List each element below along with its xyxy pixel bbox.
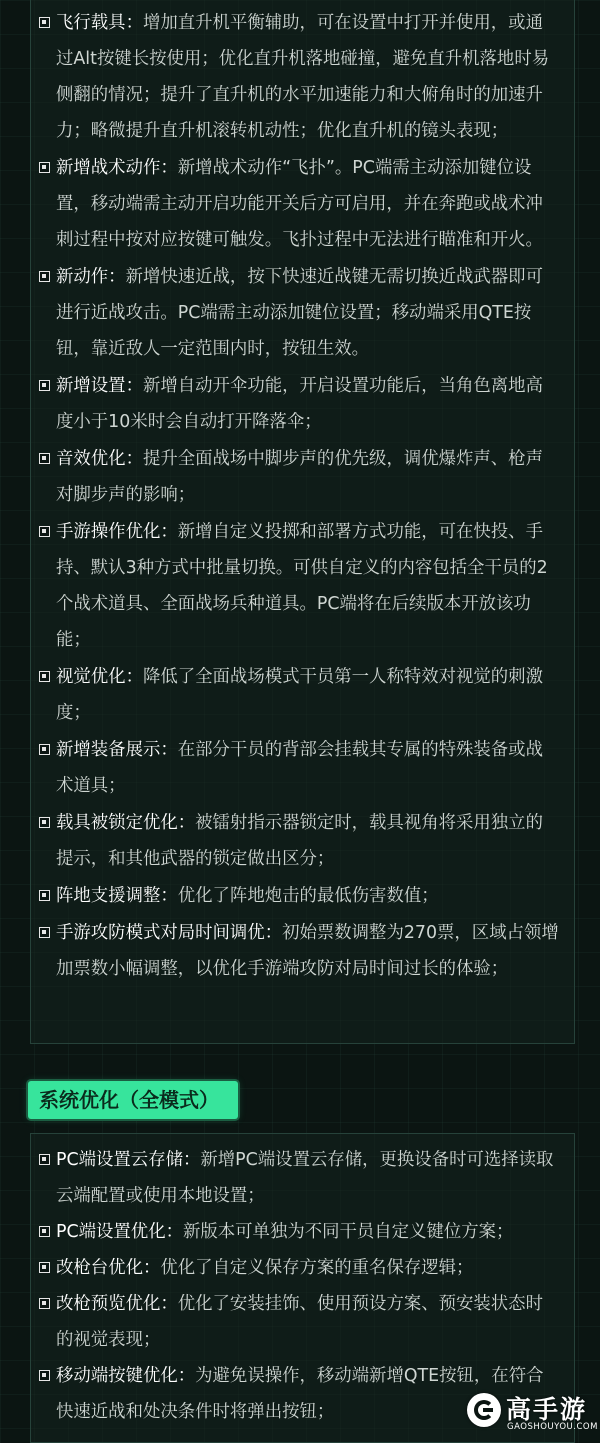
- list-item: [39, 1214, 560, 1250]
- item-description: 在部分干员的背部会挂载其专属的特殊装备或战术道具；: [56, 740, 543, 796]
- section-panel-gameplay: [30, 0, 575, 1044]
- site-logo-icon: [467, 1393, 501, 1427]
- item-name: 新增战术动作：: [56, 158, 178, 178]
- square-bullet-icon: [39, 271, 50, 282]
- square-bullet-icon: [39, 817, 50, 828]
- item-description: 新增自定义投掷和部署方式功能，可在快投、手持、默认3种方式中批量切换。可供自定义的内容包括全干员的2个战术道具、全面战场兵种道具。PC端将在后续版本开放该功能；: [56, 522, 548, 650]
- square-bullet-icon: [39, 17, 50, 28]
- square-bullet-icon: [39, 1298, 50, 1309]
- item-description: 新增快速近战，按下快速近战键无需切换近战武器即可进行近战攻击。PC端需主动添加键位设置；移动端采用QTE按钮，靠近敌人一定范围内时，按钮生效。: [56, 267, 543, 359]
- square-bullet-icon: [39, 1370, 50, 1381]
- item-content: [56, 915, 560, 987]
- item-content: [56, 1214, 560, 1250]
- item-content: [56, 514, 560, 658]
- item-name: 音效优化：: [56, 449, 143, 469]
- list-item: [39, 150, 560, 258]
- item-content: [56, 732, 560, 804]
- item-description: 新增PC端设置云存储，更换设备时可选择读取云端配置或使用本地设置；: [56, 1150, 554, 1206]
- item-description: 降低了全面战场模式干员第一人称特效对视觉的刺激度；: [56, 667, 543, 723]
- item-name: 改枪台优化：: [56, 1258, 161, 1278]
- square-bullet-icon: [39, 526, 50, 537]
- item-name: 新增装备展示：: [56, 740, 178, 760]
- item-description: 优化了阵地炮击的最低伤害数值；: [177, 886, 439, 906]
- list-item: [39, 1286, 560, 1358]
- item-description: 为避免误操作，移动端新增QTE按钮，在符合快速近战和处决条件时将弹出按钮；: [56, 1366, 544, 1422]
- list-item: [39, 514, 560, 658]
- item-content: [56, 1142, 560, 1214]
- list-item: [39, 259, 560, 367]
- watermark-name: 高手游: [506, 1395, 588, 1424]
- item-name: 飞行载具：: [56, 13, 143, 33]
- item-name: PC端设置云存储：: [56, 1150, 201, 1170]
- list-item: [39, 368, 560, 440]
- list-item: [39, 1250, 560, 1286]
- list-item: [39, 878, 560, 914]
- item-description: 优化了自定义保存方案的重名保存逻辑；: [160, 1258, 474, 1278]
- item-description: 提升全面战场中脚步声的优先级，调优爆炸声、枪声对脚步声的影响；: [56, 449, 543, 505]
- square-bullet-icon: [39, 890, 50, 901]
- item-description: 被镭射指示器锁定时，载具视角将采用独立的提示，和其他武器的锁定做出区分；: [56, 813, 543, 869]
- item-name: PC端设置优化：: [56, 1222, 183, 1242]
- square-bullet-icon: [39, 162, 50, 173]
- square-bullet-icon: [39, 1262, 50, 1273]
- update-list: [39, 5, 560, 987]
- item-content: [56, 1286, 560, 1358]
- square-bullet-icon: [39, 671, 50, 682]
- square-bullet-icon: [39, 927, 50, 938]
- item-description: 新增自动开伞功能，开启设置功能后，当角色离地高度小于10米时会自动打开降落伞；: [56, 376, 543, 432]
- item-name: 移动端按键优化：: [56, 1366, 196, 1386]
- item-content: [56, 150, 560, 258]
- item-name: 手游操作优化：: [56, 522, 178, 542]
- list-item: [39, 732, 560, 804]
- item-description: 优化了安装挂饰、使用预设方案、预安装状态时的视觉表现；: [56, 1294, 543, 1350]
- item-content: [56, 805, 560, 877]
- watermark-url: GAOSHOUYOU.COM: [507, 1422, 598, 1432]
- update-list: [39, 1142, 560, 1430]
- item-name: 手游攻防模式对局时间调优：: [56, 923, 283, 943]
- item-content: [56, 5, 560, 149]
- list-item: [39, 659, 560, 731]
- item-name: 新动作：: [56, 267, 126, 287]
- site-watermark: [467, 1389, 597, 1435]
- item-description: 新版本可单独为不同干员自定义键位方案；: [182, 1222, 514, 1242]
- list-item: [39, 915, 560, 987]
- section-heading-system: 系统优化（全模式）: [28, 1081, 238, 1119]
- item-name: 新增设置：: [56, 376, 143, 396]
- item-content: [56, 441, 560, 513]
- item-name: 改枪预览优化：: [56, 1294, 178, 1314]
- item-description: 初始票数调整为270票，区域占领增加票数小幅调整，以优化手游端攻防对局时间过长的体验；: [56, 923, 559, 979]
- square-bullet-icon: [39, 1154, 50, 1165]
- item-content: [56, 878, 560, 914]
- item-content: [56, 259, 560, 367]
- item-name: 载具被锁定优化：: [56, 813, 196, 833]
- item-description: 增加直升机平衡辅助，可在设置中打开并使用，或通过Alt按键长按使用；优化直升机落地碰撞，避免直升机落地时易侧翻的情况；提升了直升机的水平加速能力和大俯角时的加速升力；略微提升直升机滚转机动性；优化直升机的镜头表现；: [56, 13, 550, 141]
- list-item: [39, 805, 560, 877]
- item-content: [56, 659, 560, 731]
- list-item: [39, 5, 560, 149]
- square-bullet-icon: [39, 744, 50, 755]
- list-item: [39, 441, 560, 513]
- item-name: 视觉优化：: [56, 667, 143, 687]
- list-item: [39, 1142, 560, 1214]
- item-content: [56, 1250, 560, 1286]
- item-name: 阵地支援调整：: [56, 886, 178, 906]
- item-content: [56, 368, 560, 440]
- square-bullet-icon: [39, 1226, 50, 1237]
- square-bullet-icon: [39, 380, 50, 391]
- item-description: 新增战术动作“飞扑”。PC端需主动添加键位设置，移动端需主动开启功能开关后方可启用，并在奔跑或战术冲刺过程中按对应按键可触发。飞扑过程中无法进行瞄准和开火。: [56, 158, 543, 250]
- square-bullet-icon: [39, 453, 50, 464]
